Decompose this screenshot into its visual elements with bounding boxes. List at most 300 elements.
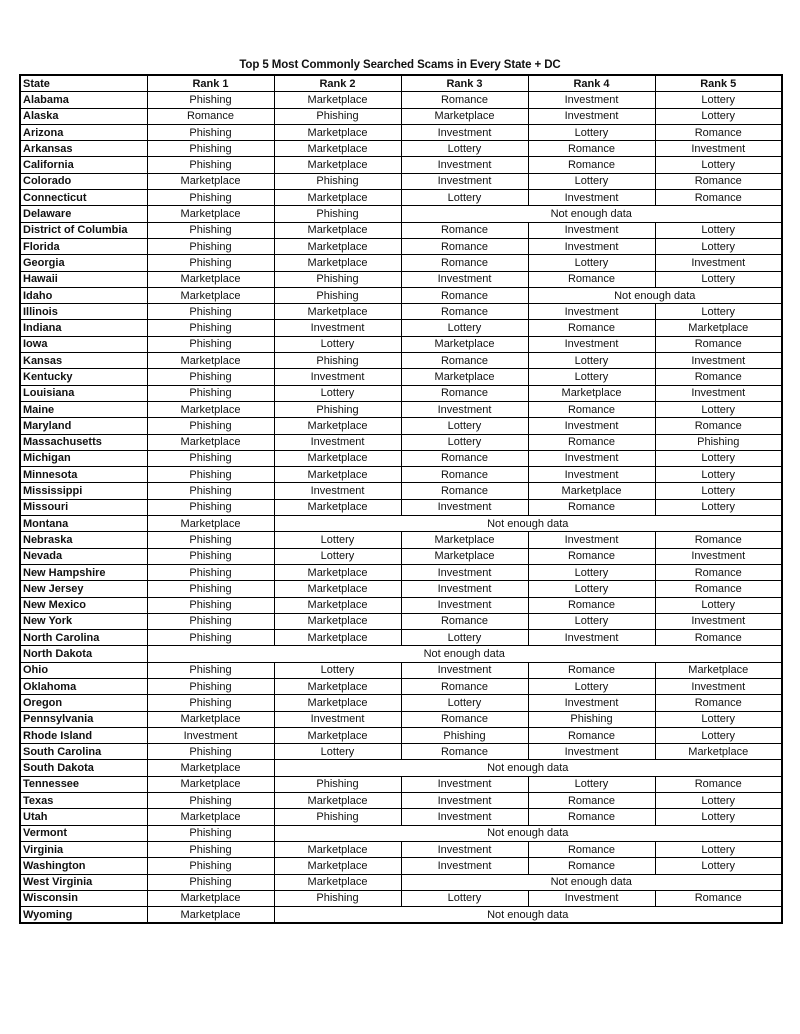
rank-3-cell: Investment (401, 841, 528, 857)
table-row (20, 157, 782, 173)
rank-2-cell: Marketplace (274, 467, 401, 483)
state-cell: Arizona (20, 124, 147, 140)
rank-2-cell: Marketplace (274, 581, 401, 597)
state-cell: New York (20, 613, 147, 629)
table-row (20, 450, 782, 466)
rank-5-cell: Marketplace (655, 320, 782, 336)
rank-3-cell: Marketplace (401, 108, 528, 124)
rank-1-cell: Marketplace (147, 809, 274, 825)
rank-1-cell: Marketplace (147, 760, 274, 776)
table-row (20, 548, 782, 564)
rank-4-cell: Investment (528, 630, 655, 646)
rank-2-cell: Marketplace (274, 255, 401, 271)
rank-3-cell: Investment (401, 564, 528, 580)
rank-2-cell: Marketplace (274, 727, 401, 743)
rank-2-cell: Phishing (274, 287, 401, 303)
rank-4-cell: Romance (528, 141, 655, 157)
rank-5-cell: Lottery (655, 841, 782, 857)
rank-1-cell: Phishing (147, 124, 274, 140)
table-row (20, 858, 782, 874)
state-cell: Iowa (20, 336, 147, 352)
table-row (20, 581, 782, 597)
table-row (20, 890, 782, 906)
rank-1-cell: Phishing (147, 744, 274, 760)
state-cell: North Carolina (20, 630, 147, 646)
state-cell: Minnesota (20, 467, 147, 483)
not-enough-data-cell: Not enough data (274, 825, 782, 841)
rank-2-cell: Phishing (274, 173, 401, 189)
rank-4-cell: Investment (528, 695, 655, 711)
rank-5-cell: Romance (655, 776, 782, 792)
rank-2-cell: Marketplace (274, 418, 401, 434)
rank-5-cell: Lottery (655, 157, 782, 173)
rank-4-cell: Lottery (528, 255, 655, 271)
rank-4-cell: Investment (528, 890, 655, 906)
rank-4-cell: Romance (528, 727, 655, 743)
table-row (20, 369, 782, 385)
rank-2-cell: Marketplace (274, 678, 401, 694)
state-cell: Nebraska (20, 532, 147, 548)
rank-2-cell: Lottery (274, 744, 401, 760)
state-cell: Pennsylvania (20, 711, 147, 727)
rank-2-cell: Lottery (274, 548, 401, 564)
rank-4-cell: Lottery (528, 173, 655, 189)
state-cell: Montana (20, 516, 147, 532)
table-row (20, 271, 782, 287)
state-cell: New Jersey (20, 581, 147, 597)
table-row (20, 238, 782, 254)
rank-2-cell: Phishing (274, 353, 401, 369)
state-cell: Hawaii (20, 271, 147, 287)
state-cell: California (20, 157, 147, 173)
rank-3-cell: Lottery (401, 320, 528, 336)
rank-3-cell: Marketplace (401, 369, 528, 385)
rank-1-cell: Marketplace (147, 516, 274, 532)
rank-1-cell: Phishing (147, 385, 274, 401)
state-cell: District of Columbia (20, 222, 147, 238)
rank-5-cell: Investment (655, 385, 782, 401)
state-cell: Ohio (20, 662, 147, 678)
table-row (20, 825, 782, 841)
rank-1-cell: Marketplace (147, 907, 274, 924)
rank-5-cell: Romance (655, 890, 782, 906)
rank-5-cell: Investment (655, 548, 782, 564)
rank-3-cell: Romance (401, 744, 528, 760)
state-cell: Idaho (20, 287, 147, 303)
rank-3-cell: Romance (401, 613, 528, 629)
rank-4-cell: Investment (528, 532, 655, 548)
rank-5-cell: Lottery (655, 401, 782, 417)
rank-4-cell: Investment (528, 238, 655, 254)
rank-2-cell: Marketplace (274, 597, 401, 613)
state-cell: Wisconsin (20, 890, 147, 906)
table-row (20, 841, 782, 857)
rank-4-cell: Lottery (528, 678, 655, 694)
rank-1-cell: Phishing (147, 581, 274, 597)
rank-1-cell: Marketplace (147, 206, 274, 222)
rank-3-cell: Romance (401, 711, 528, 727)
rank-4-cell: Lottery (528, 776, 655, 792)
rank-5-cell: Romance (655, 369, 782, 385)
rank-3-cell: Investment (401, 776, 528, 792)
rank-4-cell: Romance (528, 858, 655, 874)
table-row (20, 532, 782, 548)
table-row (20, 385, 782, 401)
state-cell: Alaska (20, 108, 147, 124)
rank-5-cell: Marketplace (655, 662, 782, 678)
rank-5-cell: Lottery (655, 271, 782, 287)
not-enough-data-cell: Not enough data (274, 907, 782, 924)
rank-5-cell: Marketplace (655, 744, 782, 760)
rank-1-cell: Phishing (147, 157, 274, 173)
state-cell: Louisiana (20, 385, 147, 401)
rank-4-cell: Investment (528, 190, 655, 206)
not-enough-data-cell: Not enough data (401, 206, 782, 222)
rank-2-cell: Marketplace (274, 841, 401, 857)
header-rank-5: Rank 5 (655, 75, 782, 92)
rank-5-cell: Phishing (655, 434, 782, 450)
rank-1-cell: Phishing (147, 532, 274, 548)
rank-2-cell: Marketplace (274, 92, 401, 108)
table-row (20, 141, 782, 157)
rank-3-cell: Romance (401, 238, 528, 254)
rank-2-cell: Lottery (274, 532, 401, 548)
state-cell: Maine (20, 401, 147, 417)
rank-5-cell: Lottery (655, 597, 782, 613)
rank-5-cell: Lottery (655, 858, 782, 874)
rank-2-cell: Marketplace (274, 630, 401, 646)
rank-3-cell: Investment (401, 173, 528, 189)
table-row (20, 434, 782, 450)
rank-2-cell: Marketplace (274, 793, 401, 809)
state-cell: South Carolina (20, 744, 147, 760)
state-cell: Kentucky (20, 369, 147, 385)
header-rank-4: Rank 4 (528, 75, 655, 92)
rank-3-cell: Romance (401, 450, 528, 466)
rank-5-cell: Romance (655, 336, 782, 352)
rank-3-cell: Investment (401, 793, 528, 809)
rank-1-cell: Marketplace (147, 271, 274, 287)
rank-1-cell: Phishing (147, 222, 274, 238)
table-row (20, 727, 782, 743)
rank-4-cell: Investment (528, 92, 655, 108)
rank-3-cell: Investment (401, 401, 528, 417)
rank-5-cell: Investment (655, 255, 782, 271)
rank-3-cell: Romance (401, 255, 528, 271)
rank-3-cell: Phishing (401, 727, 528, 743)
rank-1-cell: Phishing (147, 874, 274, 890)
not-enough-data-cell: Not enough data (401, 874, 782, 890)
rank-2-cell: Marketplace (274, 190, 401, 206)
rank-3-cell: Lottery (401, 418, 528, 434)
state-cell: Texas (20, 793, 147, 809)
header-rank-2: Rank 2 (274, 75, 401, 92)
rank-2-cell: Marketplace (274, 858, 401, 874)
state-cell: Massachusetts (20, 434, 147, 450)
rank-4-cell: Investment (528, 222, 655, 238)
table-row (20, 190, 782, 206)
rank-4-cell: Lottery (528, 564, 655, 580)
rank-4-cell: Marketplace (528, 385, 655, 401)
rank-3-cell: Romance (401, 467, 528, 483)
rank-2-cell: Phishing (274, 890, 401, 906)
table-row (20, 744, 782, 760)
scams-table (19, 74, 783, 924)
rank-3-cell: Investment (401, 809, 528, 825)
rank-1-cell: Phishing (147, 336, 274, 352)
state-cell: Missouri (20, 499, 147, 515)
rank-2-cell: Marketplace (274, 450, 401, 466)
rank-4-cell: Investment (528, 467, 655, 483)
rank-2-cell: Marketplace (274, 695, 401, 711)
rank-5-cell: Lottery (655, 499, 782, 515)
table-row (20, 499, 782, 515)
table-row (20, 255, 782, 271)
rank-1-cell: Phishing (147, 564, 274, 580)
state-cell: Tennessee (20, 776, 147, 792)
rank-1-cell: Phishing (147, 630, 274, 646)
rank-1-cell: Marketplace (147, 401, 274, 417)
rank-1-cell: Marketplace (147, 890, 274, 906)
rank-2-cell: Investment (274, 483, 401, 499)
rank-2-cell: Lottery (274, 385, 401, 401)
rank-4-cell: Lottery (528, 353, 655, 369)
rank-2-cell: Marketplace (274, 124, 401, 140)
rank-5-cell: Lottery (655, 467, 782, 483)
rank-1-cell: Phishing (147, 467, 274, 483)
rank-4-cell: Lottery (528, 124, 655, 140)
rank-1-cell: Marketplace (147, 287, 274, 303)
rank-5-cell: Lottery (655, 92, 782, 108)
state-cell: Florida (20, 238, 147, 254)
rank-4-cell: Phishing (528, 711, 655, 727)
rank-3-cell: Lottery (401, 630, 528, 646)
rank-1-cell: Marketplace (147, 776, 274, 792)
rank-5-cell: Investment (655, 141, 782, 157)
state-cell: South Dakota (20, 760, 147, 776)
table-row (20, 206, 782, 222)
state-cell: Indiana (20, 320, 147, 336)
rank-2-cell: Investment (274, 434, 401, 450)
rank-1-cell: Phishing (147, 662, 274, 678)
rank-2-cell: Marketplace (274, 564, 401, 580)
rank-4-cell: Romance (528, 809, 655, 825)
rank-4-cell: Lottery (528, 369, 655, 385)
rank-1-cell: Marketplace (147, 353, 274, 369)
table-body (20, 92, 782, 924)
rank-3-cell: Lottery (401, 890, 528, 906)
table-row (20, 662, 782, 678)
table-row (20, 336, 782, 352)
rank-4-cell: Romance (528, 841, 655, 857)
rank-5-cell: Romance (655, 190, 782, 206)
rank-4-cell: Investment (528, 418, 655, 434)
table-row (20, 630, 782, 646)
rank-2-cell: Lottery (274, 662, 401, 678)
state-cell: Alabama (20, 92, 147, 108)
rank-3-cell: Marketplace (401, 532, 528, 548)
rank-1-cell: Phishing (147, 483, 274, 499)
rank-4-cell: Romance (528, 434, 655, 450)
rank-1-cell: Phishing (147, 825, 274, 841)
rank-3-cell: Investment (401, 157, 528, 173)
rank-1-cell: Phishing (147, 320, 274, 336)
rank-3-cell: Romance (401, 304, 528, 320)
rank-1-cell: Phishing (147, 450, 274, 466)
rank-1-cell: Phishing (147, 858, 274, 874)
rank-5-cell: Romance (655, 124, 782, 140)
rank-3-cell: Investment (401, 597, 528, 613)
table-row (20, 516, 782, 532)
rank-3-cell: Investment (401, 271, 528, 287)
rank-2-cell: Phishing (274, 401, 401, 417)
state-cell: Michigan (20, 450, 147, 466)
rank-3-cell: Lottery (401, 141, 528, 157)
rank-3-cell: Romance (401, 287, 528, 303)
rank-1-cell: Phishing (147, 141, 274, 157)
rank-5-cell: Romance (655, 630, 782, 646)
rank-1-cell: Phishing (147, 255, 274, 271)
rank-3-cell: Investment (401, 499, 528, 515)
rank-1-cell: Phishing (147, 304, 274, 320)
state-cell: Vermont (20, 825, 147, 841)
rank-2-cell: Marketplace (274, 499, 401, 515)
state-cell: Arkansas (20, 141, 147, 157)
state-cell: Virginia (20, 841, 147, 857)
rank-5-cell: Lottery (655, 793, 782, 809)
rank-4-cell: Lottery (528, 581, 655, 597)
table-row (20, 124, 782, 140)
rank-3-cell: Lottery (401, 695, 528, 711)
table-row (20, 695, 782, 711)
state-cell: Nevada (20, 548, 147, 564)
table-row (20, 613, 782, 629)
rank-1-cell: Phishing (147, 613, 274, 629)
state-cell: Wyoming (20, 907, 147, 924)
table-row (20, 287, 782, 303)
rank-1-cell: Romance (147, 108, 274, 124)
rank-5-cell: Lottery (655, 727, 782, 743)
rank-1-cell: Phishing (147, 92, 274, 108)
header-rank-3: Rank 3 (401, 75, 528, 92)
state-cell: Georgia (20, 255, 147, 271)
rank-1-cell: Phishing (147, 369, 274, 385)
rank-4-cell: Marketplace (528, 483, 655, 499)
rank-5-cell: Romance (655, 532, 782, 548)
rank-1-cell: Phishing (147, 597, 274, 613)
state-cell: Oklahoma (20, 678, 147, 694)
rank-5-cell: Lottery (655, 108, 782, 124)
rank-1-cell: Phishing (147, 678, 274, 694)
header-row (20, 75, 782, 92)
table-row (20, 418, 782, 434)
table-title: Top 5 Most Commonly Searched Scams in Every State + DC (239, 59, 561, 71)
table-row (20, 304, 782, 320)
rank-5-cell: Investment (655, 613, 782, 629)
rank-3-cell: Investment (401, 662, 528, 678)
rank-4-cell: Romance (528, 401, 655, 417)
table-row (20, 646, 782, 662)
rank-1-cell: Phishing (147, 548, 274, 564)
rank-4-cell: Investment (528, 108, 655, 124)
rank-3-cell: Romance (401, 483, 528, 499)
rank-2-cell: Marketplace (274, 304, 401, 320)
rank-4-cell: Romance (528, 271, 655, 287)
rank-1-cell: Phishing (147, 695, 274, 711)
table-row (20, 776, 782, 792)
rank-5-cell: Investment (655, 678, 782, 694)
rank-2-cell: Marketplace (274, 613, 401, 629)
rank-3-cell: Romance (401, 92, 528, 108)
rank-1-cell: Marketplace (147, 711, 274, 727)
state-cell: Illinois (20, 304, 147, 320)
rank-3-cell: Investment (401, 858, 528, 874)
rank-5-cell: Lottery (655, 809, 782, 825)
rank-5-cell: Lottery (655, 450, 782, 466)
state-cell: New Hampshire (20, 564, 147, 580)
rank-1-cell: Phishing (147, 499, 274, 515)
state-cell: Washington (20, 858, 147, 874)
rank-5-cell: Romance (655, 695, 782, 711)
rank-5-cell: Romance (655, 581, 782, 597)
rank-4-cell: Romance (528, 597, 655, 613)
rank-2-cell: Marketplace (274, 222, 401, 238)
state-cell: Colorado (20, 173, 147, 189)
rank-2-cell: Marketplace (274, 874, 401, 890)
not-enough-data-cell: Not enough data (274, 760, 782, 776)
rank-2-cell: Investment (274, 369, 401, 385)
table-row (20, 907, 782, 924)
state-cell: North Dakota (20, 646, 147, 662)
table-row (20, 173, 782, 189)
table-row (20, 467, 782, 483)
rank-2-cell: Phishing (274, 206, 401, 222)
not-enough-data-cell: Not enough data (528, 287, 782, 303)
table-row (20, 597, 782, 613)
not-enough-data-cell: Not enough data (274, 516, 782, 532)
rank-4-cell: Romance (528, 662, 655, 678)
rank-5-cell: Romance (655, 564, 782, 580)
table-row (20, 874, 782, 890)
rank-5-cell: Lottery (655, 304, 782, 320)
table-row (20, 678, 782, 694)
rank-4-cell: Romance (528, 548, 655, 564)
state-cell: Kansas (20, 353, 147, 369)
rank-4-cell: Romance (528, 499, 655, 515)
rank-3-cell: Romance (401, 222, 528, 238)
rank-2-cell: Phishing (274, 809, 401, 825)
state-cell: Connecticut (20, 190, 147, 206)
rank-5-cell: Romance (655, 418, 782, 434)
rank-1-cell: Phishing (147, 418, 274, 434)
state-cell: New Mexico (20, 597, 147, 613)
state-cell: West Virginia (20, 874, 147, 890)
rank-5-cell: Lottery (655, 238, 782, 254)
table-row (20, 320, 782, 336)
rank-1-cell: Phishing (147, 238, 274, 254)
rank-5-cell: Romance (655, 173, 782, 189)
table-row (20, 809, 782, 825)
table-row (20, 401, 782, 417)
rank-1-cell: Investment (147, 727, 274, 743)
rank-1-cell: Phishing (147, 841, 274, 857)
rank-4-cell: Romance (528, 320, 655, 336)
rank-3-cell: Lottery (401, 434, 528, 450)
rank-2-cell: Marketplace (274, 238, 401, 254)
header-rank-1: Rank 1 (147, 75, 274, 92)
state-cell: Mississippi (20, 483, 147, 499)
rank-2-cell: Lottery (274, 336, 401, 352)
